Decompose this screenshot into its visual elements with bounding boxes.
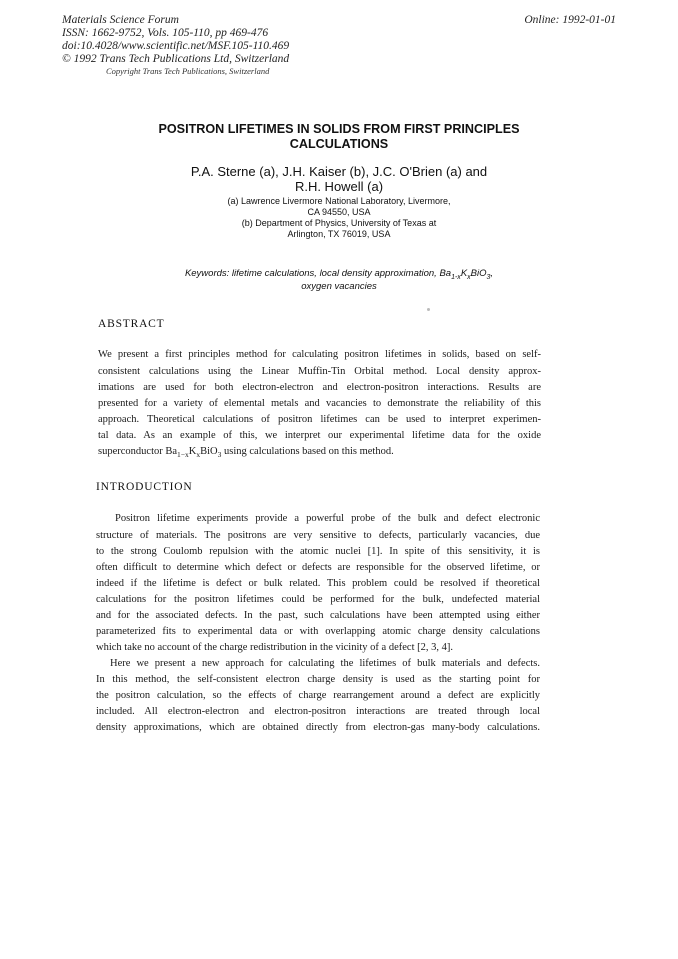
keywords-sub-1: 1-x xyxy=(451,273,461,281)
abstract-line-2: consistent calculations using the Linear Muffin-Tin Orbital method. Local density approx- xyxy=(98,366,541,377)
keywords-bio: BiO xyxy=(470,268,487,279)
doi-line[interactable]: doi:10.4028/www.scientific.net/MSF.105-110.469 xyxy=(62,40,290,52)
keywords-prefix: Keywords: lifetime calculations, local density approximation, Ba xyxy=(184,268,452,279)
abstract-last-prefix: superconductor Ba xyxy=(98,446,178,457)
affiliation-b-line-2: Arlington, TX 76019, USA xyxy=(287,229,391,239)
scan-speck xyxy=(427,308,430,311)
abstract-sub-3: 3 xyxy=(217,450,222,460)
abstract-line-3: imations are used for both electron-electron and electron-positron interactions. Results are xyxy=(98,382,541,393)
online-date: Online: 1992-01-01 xyxy=(524,14,616,26)
abstract-bio: BiO xyxy=(200,446,218,457)
issn-line: ISSN: 1662-9752, Vols. 105-110, pp 469-476 xyxy=(62,27,269,39)
intro-line-12: the positron calculation, so the effects of charge rearrangement around a defect are explicitly xyxy=(96,690,540,701)
abstract-line-7 xyxy=(98,446,394,461)
introduction-heading: INTRODUCTION xyxy=(96,481,193,493)
paper-title-line-1: POSITRON LIFETIMES IN SOLIDS FROM FIRST PRINCIPLES xyxy=(158,122,520,136)
intro-line-8: parameterized fits to experimental data or with overlapping atomic charge density calculations xyxy=(96,626,540,637)
abstract-sub-2: x xyxy=(196,450,201,460)
intro-line-5: indeed if the lifetime is defect or bulk related. This problem could be resolved if theoretical xyxy=(96,578,540,589)
keywords-sub-3: 3 xyxy=(486,273,491,281)
affiliation-a-line-2: CA 94550, USA xyxy=(307,207,371,217)
intro-line-13: included. All electron-electron and electron-positron interactions are treated through local xyxy=(96,706,540,717)
abstract-k: K xyxy=(188,446,197,457)
affiliation-a-line-1: (a) Lawrence Livermore National Laboratory, Livermore, xyxy=(227,196,451,206)
abstract-last-suffix: using calculations based on this method. xyxy=(221,446,394,457)
intro-line-11: In this method, the self-consistent electron charge density is used as the starting point for xyxy=(96,674,540,685)
keywords-k: K xyxy=(460,268,468,279)
intro-line-9: which take no account of the charge redistribution in the vicinity of a defect [2, 3, 4]. xyxy=(96,642,453,653)
intro-line-2: structure of materials. The positrons are very sensitive to defects, particularly vacancies, due xyxy=(96,530,540,541)
abstract-line-6: tal data. As an example of this, we interpret our experimental lifetime data for the oxide xyxy=(98,430,541,441)
intro-line-3: to the strong Coulomb repulsion with the atomic nuclei [1]. In spite of this sensitivity, it is xyxy=(96,546,540,557)
intro-line-1: Positron lifetime experiments provide a powerful probe of the bulk and defect electronic xyxy=(115,513,540,524)
paper-title-line-2: CALCULATIONS xyxy=(289,137,389,151)
abstract-line-1: We present a first principles method for calculating positron lifetimes in solids, based on self- xyxy=(98,349,541,360)
keywords-sub-2: x xyxy=(467,273,471,281)
abstract-sub-1: 1−x xyxy=(177,450,189,460)
journal-name: Materials Science Forum xyxy=(62,14,179,26)
authors-line-1: P.A. Sterne (a), J.H. Kaiser (b), J.C. O'Brien (a) and xyxy=(190,164,488,179)
keywords-comma: , xyxy=(490,268,494,279)
abstract-heading: ABSTRACT xyxy=(98,318,165,330)
intro-line-14: density approximations, which are obtained directly from electron-gas many-body calculations. xyxy=(96,722,540,733)
affiliation-b-line-1: (b) Department of Physics, University of Texas at xyxy=(241,218,437,228)
intro-line-7: and for the associated defects. In the past, such calculations have been attempted using either xyxy=(96,610,540,621)
intro-line-6: calculations for the positron lifetimes could be performed for the bulk, undefected material xyxy=(96,594,540,605)
keywords-line-2: oxygen vacancies xyxy=(301,281,377,292)
intro-line-4: often difficult to determine which defect or defects are responsible for the observed lifetime, or xyxy=(96,562,540,573)
abstract-line-5: approach. Theoretical calculations of positron lifetimes can be used to interpret experimen- xyxy=(98,414,541,425)
copyright-line: © 1992 Trans Tech Publications Ltd, Switzerland xyxy=(62,53,290,65)
copyright-watermark: Copyright Trans Tech Publications, Switzerland xyxy=(106,66,270,76)
abstract-line-4: presented for a variety of elemental metals and vacancies to demonstrate the reliability of this xyxy=(98,398,541,409)
authors-line-2: R.H. Howell (a) xyxy=(294,179,384,194)
intro-line-10: Here we present a new approach for calculating the lifetimes of bulk materials and defects. xyxy=(110,658,540,669)
